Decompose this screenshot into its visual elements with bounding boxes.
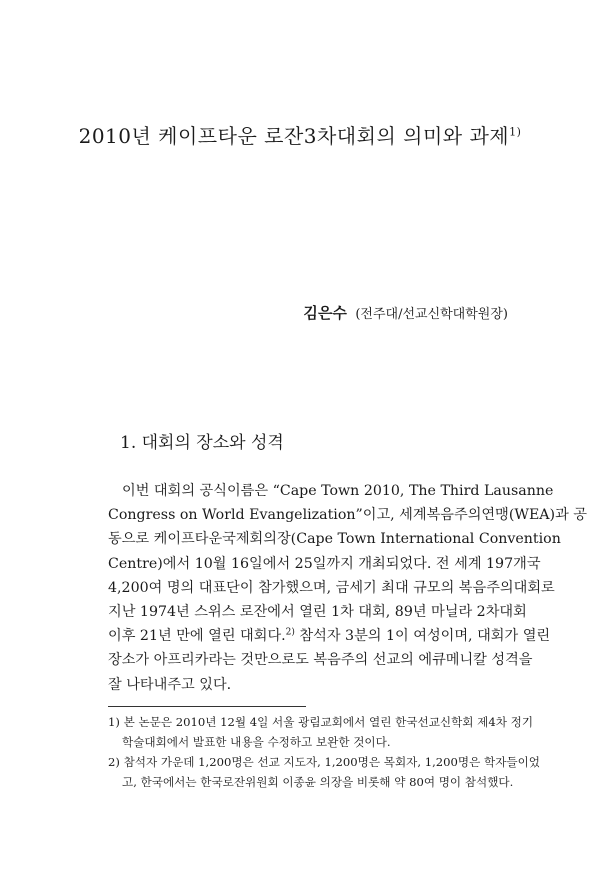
author-affiliation: (전주대/선교신학대학원장): [355, 307, 508, 322]
body-line-text: 참석자 3분의 1이 여성이며, 대회가 열린: [299, 628, 551, 645]
footnote-line: [108, 752, 541, 772]
footnote-text: 참석자 가운데 1,200명은 선교 지도자, 1,200명은 목회자, 1,200명은 학자들이었: [123, 755, 541, 769]
paper-title-text: 2010년 케이프타운 로잔3차대회의 의미와 과제: [78, 124, 510, 148]
body-line: Congress on World Evangelization”이고, 세계복음주의연맹(WEA)과 공: [108, 507, 587, 524]
body-footnote-marker[interactable]: 2): [285, 627, 295, 638]
footnote-item: [108, 712, 534, 752]
footnotes: [108, 712, 541, 792]
footnote-item: [108, 752, 541, 792]
body-paragraph: [108, 479, 587, 697]
title-footnote-marker[interactable]: 1): [509, 125, 522, 139]
body-line: [108, 624, 551, 648]
body-line: 잘 나타내주고 있다.: [108, 676, 232, 693]
footnote-line: [108, 712, 534, 732]
footnote-text: 본 논문은 2010년 12월 4일 서울 광림교회에서 열린 한국선교신학회 제4차 정기: [123, 715, 534, 729]
body-line: Centre)에서 10월 16일에서 25일까지 개최되었다. 전 세계 197개국: [108, 555, 541, 572]
footnote-line: 고, 한국에서는 한국로잔위원회 이종윤 의장을 비롯해 약 80여 명이 참석했다.: [122, 775, 514, 789]
body-line: 지난 1974년 스위스 로잔에서 열린 1차 대회, 89년 마닐라 2차대회: [108, 603, 527, 620]
author-line: [303, 302, 508, 323]
body-line: 장소가 아프리카라는 것만으로도 복음주의 선교의 에큐메니칼 성격을: [108, 652, 533, 669]
paper-title: [60, 120, 540, 149]
footnote-divider: [108, 706, 306, 707]
section-heading: 1. 대회의 장소와 성격: [120, 433, 284, 453]
footnote-number: 2): [108, 755, 120, 769]
body-line: 이번 대회의 공식이름은 “Cape Town 2010, The Third Lausanne: [122, 483, 554, 499]
footnote-number: 1): [108, 715, 120, 729]
body-line: 4,200여 명의 대표단이 참가했으며, 금세기 최대 규모의 복음주의대회로: [108, 579, 555, 596]
body-line-text: 이후 21년 만에 열린 대회다.: [108, 628, 286, 645]
footnote-line: 학술대회에서 발표한 내용을 수정하고 보완한 것이다.: [122, 735, 391, 749]
body-line: 동으로 케이프타운국제회의장(Cape Town International Convention: [108, 531, 561, 548]
author-name: 김은수: [303, 304, 347, 322]
